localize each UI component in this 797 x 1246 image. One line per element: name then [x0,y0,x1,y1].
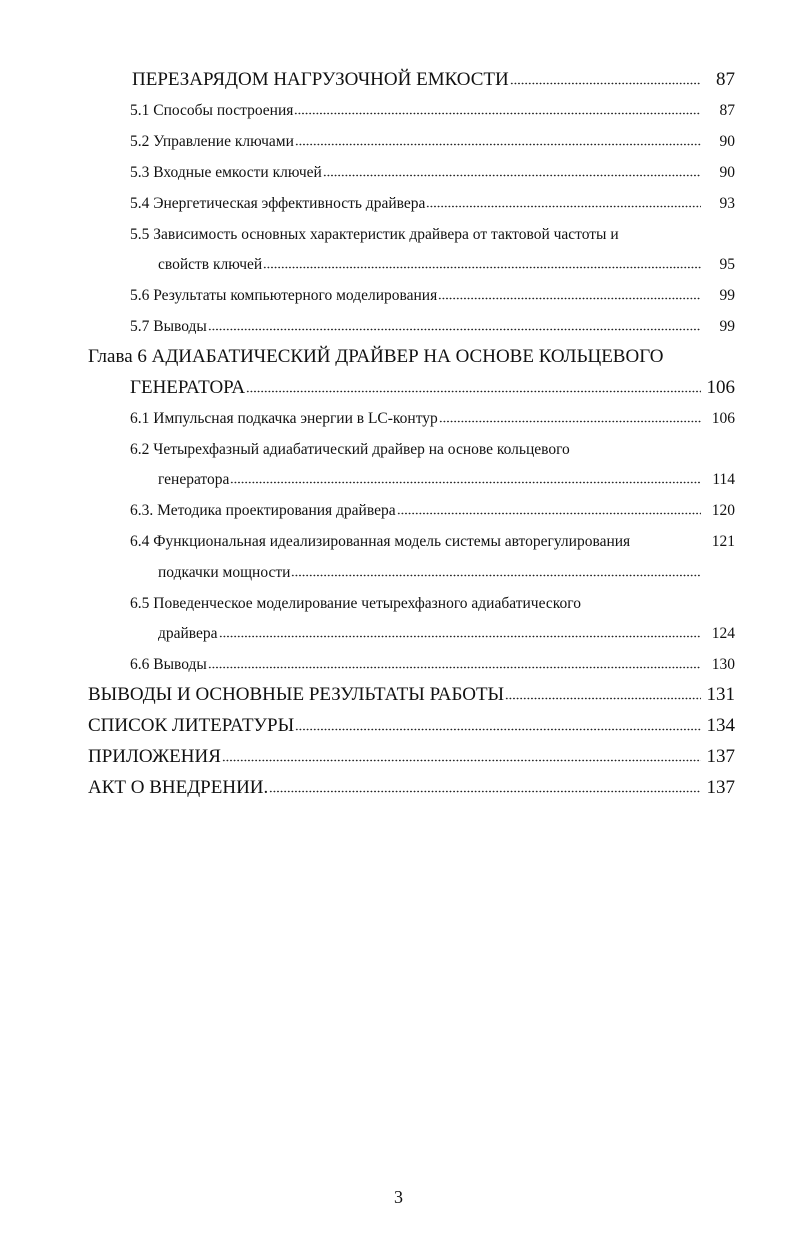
toc-entry-title: 5.1 Способы построения [130,102,294,119]
toc-entry-title: генератора [158,471,230,488]
toc-entry [130,165,735,181]
dot-leader [439,420,701,423]
toc-entry-title: 6.6 Выводы [130,656,207,673]
toc-entry-title: ВЫВОДЫ И ОСНОВНЫЕ РЕЗУЛЬТАТЫ РАБОТЫ [88,684,505,705]
toc-entry [158,565,735,581]
toc-entry [158,626,735,642]
toc-page-number: 124 [711,625,735,642]
toc-entry-title: 5.7 Выводы [130,318,207,335]
dot-leader [294,112,701,115]
dot-leader [222,759,701,762]
toc-entry-title: ГЕНЕРАТОРА [130,377,246,398]
toc-page-number: 95 [719,256,735,273]
toc-entry-title: драйвера [158,625,218,642]
dot-leader [246,390,701,393]
toc-entry [158,257,735,273]
toc-entry [88,685,735,704]
toc-entry [130,596,735,612]
toc-entry-title: подкачки мощности [158,564,291,581]
toc-entry-title: 5.6 Результаты компьютерного моделирования [130,287,438,304]
toc-entry-title: 5.3 Входные емкости ключей [130,164,322,181]
toc-entry [130,503,735,519]
toc-entry [130,319,735,335]
dot-leader [295,728,701,731]
toc-page-number: 130 [711,656,735,673]
toc-entry-title: 5.5 Зависимость основных характеристик драйвера от тактовой частоты и [130,226,619,243]
toc-entry [88,747,735,766]
toc-entry-title: 6.3. Методика проектирования драйвера [130,502,396,519]
toc-page-number: 99 [719,318,735,335]
dot-leader [208,666,701,669]
toc-page-number: 114 [712,471,735,488]
toc-entry [130,378,735,397]
dot-leader [295,143,701,146]
toc-entry [130,288,735,304]
dot-leader [269,790,701,793]
toc-page-number: 121 [711,533,735,550]
dot-leader [208,328,701,331]
leader-spacer [582,605,701,608]
toc-entry-title: 6.5 Поведенческое моделирование четырехфазного адиабатического [130,595,581,612]
toc-entry-title: ПЕРЕЗАРЯДОМ НАГРУЗОЧНОЙ ЕМКОСТИ [132,69,509,90]
toc-entry-title: ПРИЛОЖЕНИЯ [88,746,221,767]
toc-page-number: 137 [706,746,735,767]
toc-entry [88,347,735,366]
toc-page-number: 87 [719,102,735,119]
leader-spacer [620,236,701,239]
toc-entry [130,534,735,550]
dot-leader [323,174,701,177]
dot-leader [219,635,701,638]
dot-leader [230,481,701,484]
toc-entry [88,716,735,735]
toc-page-number: 93 [719,195,735,212]
toc-entry [88,778,735,797]
toc-entry [130,103,735,119]
dot-leader [505,697,701,700]
toc-entry-title: свойств ключей [158,256,263,273]
toc-entry [132,70,735,89]
toc-entry-title: 6.1 Импульсная подкачка энергии в LC-контур [130,410,438,427]
dot-leader [291,574,701,577]
leader-spacer [571,451,701,454]
page-number: 3 [394,1187,403,1207]
toc-page-number: 90 [719,133,735,150]
dot-leader [510,82,701,85]
toc-page-number: 87 [716,69,735,90]
toc-page-number: 106 [706,377,735,398]
toc-entry [130,442,735,458]
toc-entry [130,227,735,243]
toc-page-number: 120 [711,502,735,519]
toc-entry-title: СПИСОК ЛИТЕРАТУРЫ [88,715,295,736]
dot-leader [426,205,701,208]
toc-page-number: 137 [706,777,735,798]
toc-entry-title: 6.2 Четырехфазный адиабатический драйвер на основе кольцевого [130,441,570,458]
dot-leader [263,266,701,269]
leader-spacer [631,543,701,546]
toc-entry [130,411,735,427]
dot-leader [397,512,701,515]
toc-page-number: 90 [719,164,735,181]
toc-page-number: 131 [706,684,735,705]
dot-leader [438,297,701,300]
toc-entry-title: АКТ О ВНЕДРЕНИИ. [88,777,269,798]
toc-entry [158,472,735,488]
toc-page-number: 106 [711,410,735,427]
toc-entry [130,196,735,212]
toc-entry-title: Глава 6 АДИАБАТИЧЕСКИЙ ДРАЙВЕР НА ОСНОВЕ КОЛЬЦЕВОГО [88,346,664,367]
toc-entry-title: 6.4 Функциональная идеализированная модель системы авторегулирования [130,533,631,550]
toc-entry [130,657,735,673]
toc-page-number: 99 [719,287,735,304]
toc-entry-title: 5.4 Энергетическая эффективность драйвера [130,195,426,212]
leader-spacer [664,359,701,362]
toc-entry [130,134,735,150]
toc-entry-title: 5.2 Управление ключами [130,133,294,150]
toc-page-number: 134 [706,715,735,736]
